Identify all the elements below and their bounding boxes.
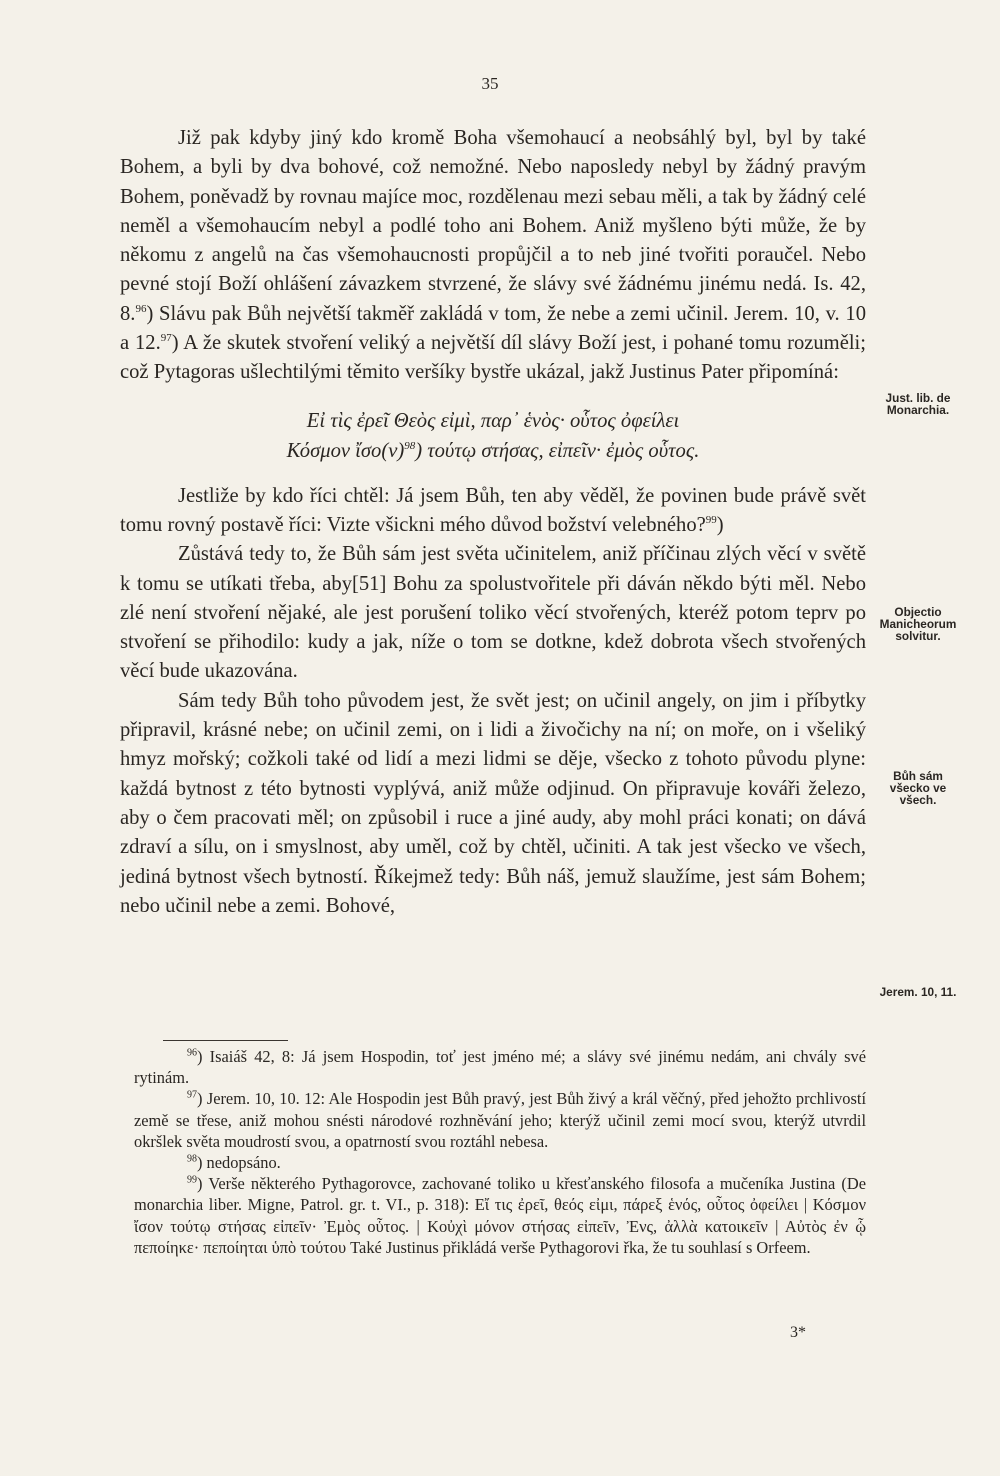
paragraph-1-end: ) A že skutek stvoření veliký a největší díl slávy Boží jest, i pohané tomu rozuměli; což Pytagoras ušlechtilými těmito veršíky bystře ukázal, jakž Justinus Pater připomíná: [120,332,866,384]
footnote-text: ) Verše některého Pythagorovce, zachované toliko u křesťanského filosofa a mučeníka Justina (De monarchia liber. Migne, Patrol. gr. t. VI., p. 318): Εἴ τις ἐρεῖ, θεός εἰμι, πάρεξ ἑνός, οὗτος ὀφείλει | Κόσμον ἴσον τούτῳ στήσας εἰπεῖν· Ἐμὸς οὗτος. | Κοὐχὶ μόνον στήσας εἰπεῖν, Ἐνς, ἀλλὰ κατοικεῖν | Αὐτὸς ἐν ᾧ πεποίηκε· πεποίηται ὑπὸ τούτου Také Justinus přikládá verše Pythagorovi řka, že tu souhlasí s Orfeem. [134,1174,866,1257]
paragraph-2-text: Jestliže by kdo říci chtěl: Já jsem Bůh, ten aby věděl, že povinen bude právě svět tomu rovný postavě říci: Vizte všickni mého důvod božství velebného? [120,484,866,536]
margin-note-jerem: Jerem. 10, 11. [879,985,957,999]
signature-mark: 3* [790,1324,806,1341]
footnote-ref-96: 96 [135,302,147,315]
footnote-ref-98: 98 [404,439,416,452]
paragraph-2 [120,482,866,541]
paragraph-2-end: ) [716,513,724,536]
paragraph-1 [120,124,866,388]
verse-line-1: Εἰ τὶς ἐρεῖ Θεὸς εἰμὶ, παρ᾽ ἑνὸς· οὗτος ὀφείλει [306,409,680,432]
footnote-99 [134,1173,866,1258]
footnote-rule [163,1040,288,1041]
footnote-text: ) Jerem. 10, 10. 12: Ale Hospodin jest Bůh pravý, jest Bůh živý a král věčný, před jehožto prchlivostí země se třese, aniž mohou snésti národové rozhněvání jeho; kterýž učinil zemi mocí svou, kterýž utvrdil okršlek světa moudrostí svou, a opatrností svou roztáhl nebesa. [134,1089,866,1151]
footnote-text: ) Isaiáš 42, 8: Já jsem Hospodin, toť jest jméno mé; a slávy své jinému nedám, ani chvály své rytinám. [134,1047,866,1088]
footnote-mark: 98 [187,1153,197,1165]
greek-verse [120,406,866,466]
footnote-mark: 97 [187,1089,197,1101]
margin-note-objectio: Objectio Manicheorum solvitur. [879,605,957,643]
footnote-mark: 99 [187,1174,197,1186]
paragraph-1-text: Již pak kdyby jiný kdo kromě Boha všemohaucí a neobsáhlý byl, byl by také Bohem, a byli by dva bohové, což nemožné. Nebo naposledy nebyl by žádný pravým Bohem, poněvadž by rovnau majíce moc, rozdělenau mezi sebau měli, a tak by žádný celé neměl a všemohaucím nebyl a podlé toho ani Bohem. Aniž myšleno býti může, že by někomu z angelů na čas všemohaucnosti propůjčil a to neb jiné tvořiti poraučel. Nebo pevné stojí Boží ohlášení závazkem stvrzené, že slávy své žádnému jinému nedá. Is. 42, 8. [120,127,866,325]
verse-line-2-end: ) τούτῳ στήσας, εἰπεῖν· ἐμὸς οὗτος. [415,439,700,462]
verse-line-2 [120,436,866,466]
footnote-98 [134,1152,866,1173]
footnote-97 [134,1088,866,1152]
footnote-mark: 96 [187,1047,197,1059]
verse-line-2-start: Κόσμον ἴσο(ν) [286,439,405,462]
paragraph-4: Sám tedy Bůh toho původem jest, že svět jest; on učinil angely, on jim i příbytky připravil, krásné nebe; on učinil zemi, on i lidi a živočichy na ní; on moře, on i všeliký hmyz mořský; cožkoli také od lidí a mezi lidmi se děje, všecko z tohoto původu plyne: každá bytnost z této bytnosti vyplývá, aniž může odjinud. On připravuje kováři železo, aby o čem pracovati měl; on způsobil i ruce a jiné audy, aby mohl práci konati; on dává zdraví a sílu, on i smyslnost, aby uměl, což by chtěl, učiniti. A tak jest všecko ve všech, jediná bytnost všech bytností. Říkejmež tedy: Bůh náš, jemuž slaužíme, jest sám Bohem; nebo učinil nebe a zemi. Bohové, [120,689,866,917]
paragraph-1-cont: ) Slávu pak Bůh největší takměř zakládá v tom, že nebe a zemi učinil. Jerem. 10, v. 10 a 12. [120,302,866,355]
margin-note-buh-sam: Bůh sám všecko ve všech. [889,769,947,807]
footnotes [134,1046,866,1258]
footnote-ref-97: 97 [160,332,172,345]
paragraph-3: Zůstává tedy to, že Bůh sám jest světa učinitelem, aniž příčinau zlých věcí v světě k tomu se utíkati třeba, aby[51] Bohu za spolustvořitele při dáván někdo býti měl. Nebo zlé není stvoření nějaké, ale jest porušení toliko věcí stvořených, kteréž potom teprv po stvoření se přihodilo: kudy a jak, níže o tom se dotkne, kdež dobrota všech stvořených věcí bude ukazována. [120,543,866,683]
margin-note-justin: Just. lib. de Monarchia. [885,391,951,417]
footnote-text: ) nedopsáno. [197,1153,281,1173]
main-text [120,124,866,921]
footnote-96 [134,1046,866,1088]
page-number: 35 [481,74,499,93]
footnote-ref-99: 99 [705,514,717,527]
